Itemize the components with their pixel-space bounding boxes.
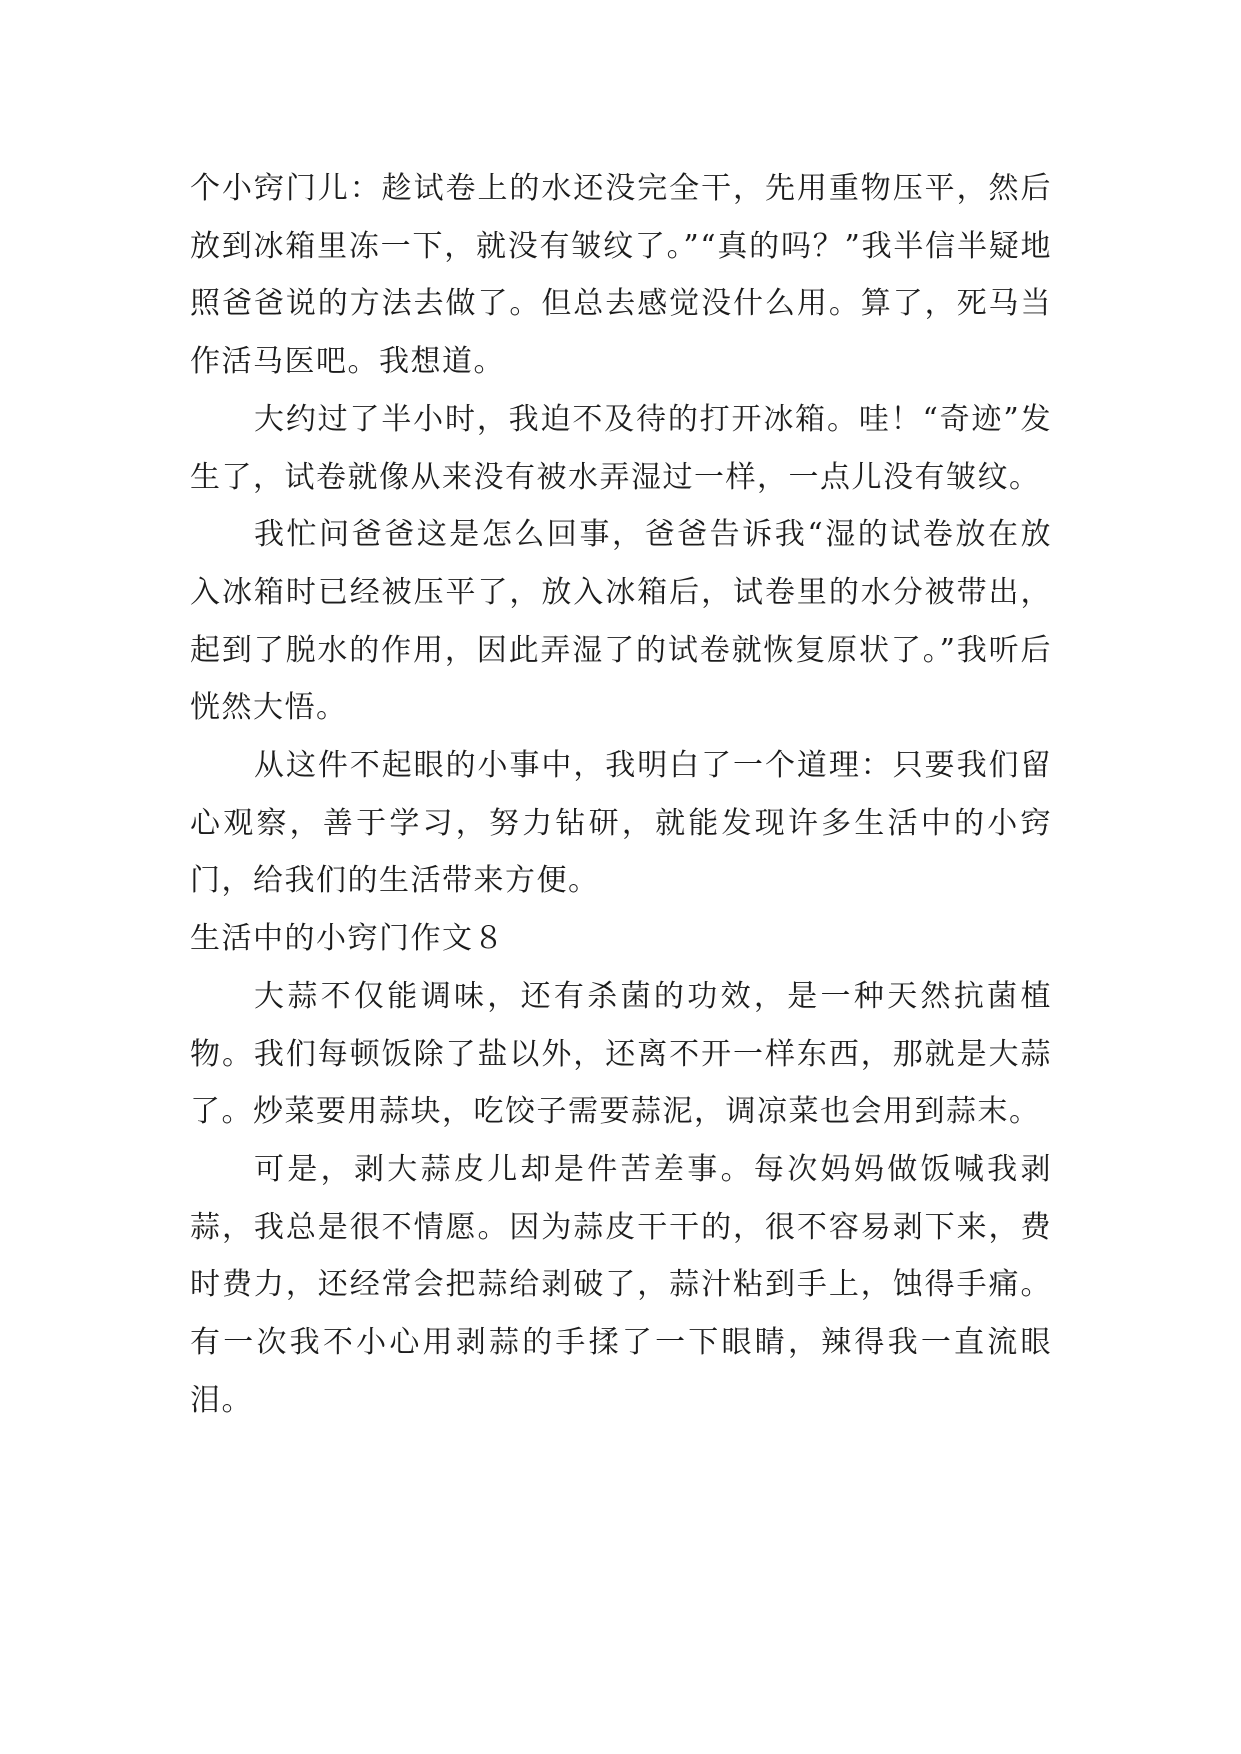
paragraph: 从这件不起眼的小事中，我明白了一个道理：只要我们留心观察，善于学习，努力钻研，就能发现许多生活中的小窍门，给我们的生活带来方便。 bbox=[190, 748, 1052, 899]
paragraph: 我忙问爸爸这是怎么回事，爸爸告诉我“湿的试卷放在放入冰箱时已经被压平了，放入冰箱后，试卷里的水分被带出，起到了脱水的作用，因此弄湿了的试卷就恢复原状了。”我听后恍然大悟。 bbox=[190, 517, 1052, 726]
paragraph: 个小窍门儿：趁试卷上的水还没完全干，先用重物压平，然后放到冰箱里冻一下，就没有皱纹了。”“真的吗？”我半信半疑地照爸爸说的方法去做了。但总去感觉没什么用。算了，死马当作活马医吧。我想道。 bbox=[190, 171, 1052, 380]
paragraph: 可是，剥大蒜皮儿却是件苦差事。每次妈妈做饭喊我剥蒜，我总是很不情愿。因为蒜皮干干的，很不容易剥下来，费时费力，还经常会把蒜给剥破了，蒜汁粘到手上，蚀得手痛。有一次我不小心用剥蒜的手揉了一下眼睛，辣得我一直流眼泪。 bbox=[190, 1151, 1052, 1418]
paragraph: 大蒜不仅能调味，还有杀菌的功效，是一种天然抗菌植物。我们每顿饭除了盐以外，还离不开一样东西，那就是大蒜了。炒菜要用蒜块，吃饺子需要蒜泥，调凉菜也会用到蒜末。 bbox=[190, 978, 1052, 1130]
paragraph: 大约过了半小时，我迫不及待的打开冰箱。哇！“奇迹”发生了，试卷就像从来没有被水弄湿过一样，一点儿没有皱纹。 bbox=[190, 401, 1052, 495]
section-heading: 生活中的小窍门作文８ bbox=[190, 921, 505, 957]
document-body bbox=[190, 160, 1052, 1429]
